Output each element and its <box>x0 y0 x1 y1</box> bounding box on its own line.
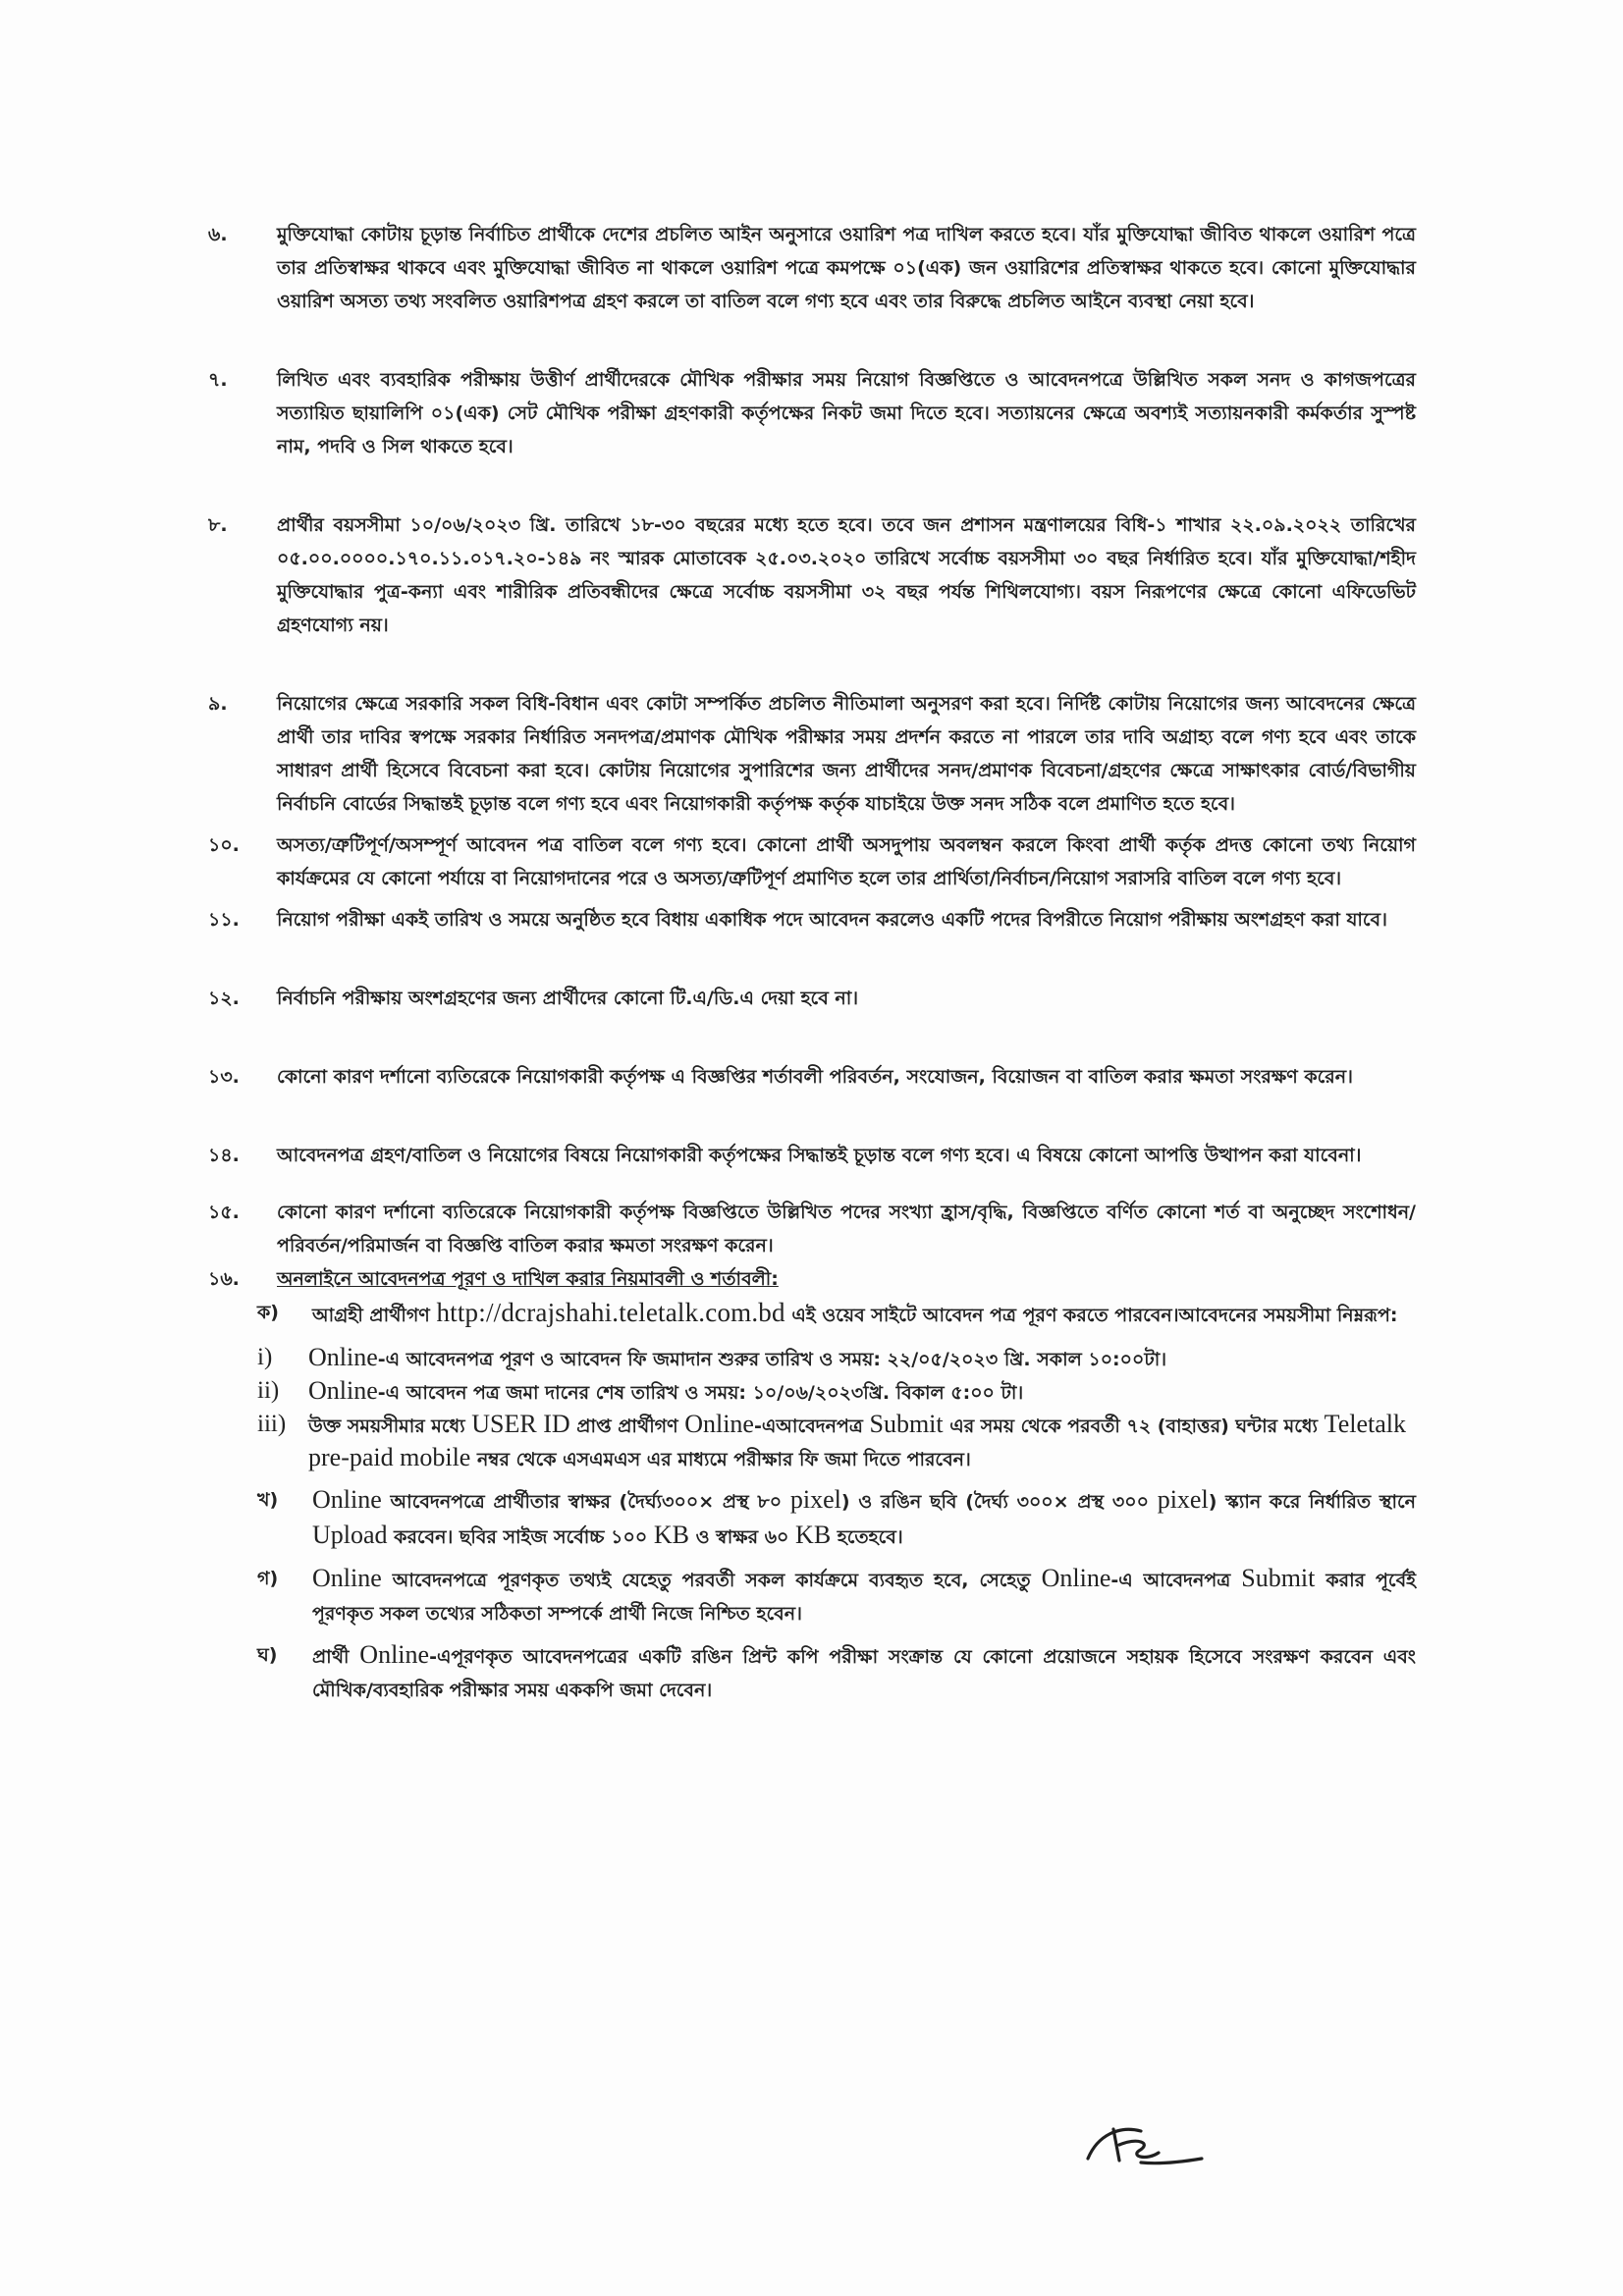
timeline-text: -এ আবেদন পত্র জমা দানের শেষ তারিখ ও সময়: ১০/০৬/২০২৩খ্রি. বিকাল ৫:০০ টা। <box>377 1382 1024 1404</box>
subclause-text: আগ্রহী প্রার্থীগণ <box>312 1305 430 1326</box>
clause-number: ৭. <box>208 369 228 391</box>
subclause-gha <box>257 1638 1416 1707</box>
latin-term: Online <box>312 1564 382 1592</box>
subclause-text: ) স্ক্যান করে নির্ধারিত স্থানে <box>1208 1491 1416 1513</box>
clause-8 <box>208 508 1416 642</box>
timeline-list <box>257 1342 1416 1475</box>
subclause-text: আবেদনপত্রে পূরণকৃত তথ্যই যেহেতু পরবর্তী সকল কার্যক্রমে ব্যবহৃত হবে, সেহেতু <box>392 1570 1031 1591</box>
timeline-text: নম্বর থেকে এসএমএস এর মাধ্যমে পরীক্ষার ফি জমা দিতে পারবেন। <box>476 1449 971 1470</box>
latin-term: Submit <box>1241 1564 1316 1592</box>
clause-text: কোনো কারণ দর্শানো ব্যতিরেকে নিয়োগকারী কর্তৃপক্ষ বিজ্ঞপ্তিতে উল্লিখিত পদের সংখ্যা হ্রাস/বৃদ্ধি, বিজ্ঞপ্তিতে বর্ণিত কোনো শর্ত বা অনুচ্ছেদ সংশোধন/পরিবর্তন/পরিমার্জন বা বিজ্ঞপ্তি বাতিল করার ক্ষমতা সংরক্ষণ করেন। <box>277 1201 1416 1256</box>
timeline-item <box>257 1409 1416 1475</box>
clause-text: প্রার্থীর বয়সসীমা ১০/০৬/২০২৩ খ্রি. তারিখে ১৮-৩০ বছরের মধ্যে হতে হবে। তবে জন প্রশাসন মন্ত্রণালয়ের বিধি-১ শাখার ২২.০৯.২০২২ তারিখের ০৫.০০.০০০০.১৭০.১১.০১৭.২০-১৪৯ নং স্মারক মোতাবেক ২৫.০৩.২০২০ তারিখে সর্বোচ্চ বয়সসীমা ৩০ বছর নির্ধারিত হবে। যাঁর মুক্তিযোদ্ধা/শহীদ মুক্তিযোদ্ধার পুত্র-কন্যা এবং শারীরিক প্রতিবন্ধীদের ক্ষেত্রে সর্বোচ্চ বয়সসীমা ৩২ বছর পর্যন্ত শিথিলযোগ্য। বয়স নিরূপণের ক্ষেত্রে কোনো এফিডেভিট গ্রহণযোগ্য নয়। <box>277 514 1416 636</box>
terms-list <box>208 218 1416 1707</box>
subclause-text: -এপূরণকৃত আবেদনপত্রের একটি রঙিন প্রিন্ট কপি পরীক্ষা সংক্রান্ত যে কোনো প্রয়োজনে সহায়ক হিসেবে সংরক্ষণ করবেন এবং মৌখিক/ব্যবহারিক পরীক্ষার সময় এককপি জমা দেবেন। <box>312 1646 1416 1701</box>
timeline-item <box>257 1375 1416 1409</box>
subclause-text: হতেহবে। <box>837 1526 903 1548</box>
roman-number: iii) <box>257 1411 287 1437</box>
subclause-ga <box>257 1562 1416 1630</box>
latin-term: Online <box>312 1485 382 1514</box>
subclause-text: করবেন। ছবির সাইজ সর্বোচ্চ ১০০ <box>394 1526 648 1548</box>
clause-text: নির্বাচনি পরীক্ষায় অংশগ্রহণের জন্য প্রার্থীদের কোনো টি.এ/ডি.এ দেয়া হবে না। <box>277 988 859 1009</box>
clause-text: নিয়োগের ক্ষেত্রে সরকারি সকল বিধি-বিধান এবং কোটা সম্পর্কিত প্রচলিত নীতিমালা অনুসরণ করা হবে। নির্দিষ্ট কোটায় নিয়োগের জন্য আবেদনের ক্ষেত্রে প্রার্থী তার দাবির স্বপক্ষে সরকার নির্ধারিত সনদপত্র/প্রমাণক মৌখিক পরীক্ষার সময় প্রদর্শন করতে না পারলে তার দাবি অগ্রাহ্য বলে গণ্য হবে এবং তাকে সাধারণ প্রার্থী হিসেবে বিবেচনা করা হবে। কোটায় নিয়োগের সুপারিশের জন্য প্রার্থীদের সনদ/প্রমাণক বিবেচনা/গ্রহণের ক্ষেত্রে সাক্ষাৎকার বোর্ড/বিভাগীয় নির্বাচনি বোর্ডের সিদ্ধান্তই চূড়ান্ত বলে গণ্য হবে এবং নিয়োগকারী কর্তৃপক্ষ কর্তৃক যাচাইয়ে উক্ত সনদ সঠিক বলে প্রমাণিত হতে হবে। <box>277 693 1416 815</box>
clause-text: লিখিত এবং ব্যবহারিক পরীক্ষায় উত্তীর্ণ প্রার্থীদেরকে মৌখিক পরীক্ষার সময় নিয়োগ বিজ্ঞপ্তিতে ও আবেদনপত্রে উল্লিখিত সকল সনদ ও কাগজপত্রের সত্যায়িত ছায়ালিপি ০১(এক) সেট মৌখিক পরীক্ষা গ্রহণকারী কর্তৃপক্ষের নিকট জমা দিতে হবে। সত্যায়নের ক্ষেত্রে অবশ্যই সত্যায়নকারী কর্মকর্তার সুস্পষ্ট নাম, পদবি ও সিল থাকতে হবে। <box>277 369 1416 457</box>
latin-term: Online <box>1041 1564 1111 1592</box>
subclause-mark: ক) <box>257 1302 279 1323</box>
clause-7 <box>208 363 1416 463</box>
subclause-text: প্রার্থী <box>312 1646 350 1668</box>
clause-9 <box>208 687 1416 821</box>
subclause-text: আবেদনপত্রে প্রার্থীতার স্বাক্ষর (দৈর্ঘ্য৩০০× প্রস্থ ৮০ <box>390 1491 783 1513</box>
clause-number: ৮. <box>208 514 228 536</box>
subclause-text: ) ও রঙিন ছবি (দৈর্ঘ্য ৩০০× প্রস্থ ৩০০ <box>840 1491 1149 1513</box>
subclause-mark: ঘ) <box>257 1644 278 1666</box>
timeline-text: -এআবেদনপত্র <box>753 1415 863 1437</box>
latin-term: Teletalk pre-paid mobile <box>308 1410 1406 1471</box>
clause-11 <box>208 903 1416 936</box>
application-url: http://dcrajshahi.teletalk.com.bd <box>436 1298 785 1327</box>
subclause-text: ও স্বাক্ষর ৬০ <box>695 1526 789 1548</box>
clause-number: ১৬. <box>208 1268 240 1290</box>
clause-6 <box>208 218 1416 318</box>
latin-term: Upload <box>312 1521 388 1549</box>
subclause-ka <box>257 1296 1416 1332</box>
latin-term: KB <box>795 1521 832 1549</box>
clause-number: ১৩. <box>208 1066 240 1088</box>
latin-term: Online <box>308 1376 378 1405</box>
clause-number: ৬. <box>208 224 228 245</box>
clause-15 <box>208 1196 1416 1262</box>
clause-number: ১৫. <box>208 1201 240 1223</box>
latin-term: Submit <box>869 1410 944 1438</box>
latin-term: KB <box>653 1521 689 1549</box>
clause-13 <box>208 1060 1416 1094</box>
latin-term: Online <box>308 1343 378 1371</box>
subclause-mark: গ) <box>257 1568 279 1589</box>
roman-number: ii) <box>257 1377 280 1404</box>
clause-text: অসত্য/ত্রুটিপূর্ণ/অসম্পূর্ণ আবেদন পত্র বাতিল বলে গণ্য হবে। কোনো প্রার্থী অসদুপায় অবলম্বন করলে কিংবা প্রার্থী কর্তৃক প্রদত্ত কোনো তথ্য নিয়োগ কার্যক্রমের যে কোনো পর্যায়ে বা নিয়োগদানের পরে ও অসত্য/ত্রুটিপূর্ণ প্রমাণিত হলে তার প্রার্থিতা/নির্বাচন/নিয়োগ সরাসরি বাতিল বলে গণ্য হবে। <box>277 834 1416 889</box>
clause-number: ১০. <box>208 834 240 856</box>
subclause-text: -এ আবেদনপত্র <box>1110 1570 1231 1591</box>
subclause-text: করার পূর্বেই পূরণকৃত সকল তথ্যের সঠিকতা সম্পর্কে প্রার্থী নিজে নিশ্চিত হবেন। <box>312 1570 1417 1625</box>
latin-term: pixel <box>789 1485 841 1514</box>
timeline-text: এর সময় থেকে পরবর্তী ৭২ (বাহাত্তর) ঘন্টার মধ্যে <box>949 1415 1318 1437</box>
latin-term: Online <box>684 1410 754 1438</box>
clause-12 <box>208 982 1416 1015</box>
clause-16 <box>208 1262 1416 1296</box>
timeline-text: -এ আবেদনপত্র পূরণ ও আবেদন ফি জমাদান শুরুর তারিখ ও সময়: ২২/০৫/২০২৩ খ্রি. সকাল ১০:০০টা। <box>377 1349 1167 1370</box>
latin-term: USER ID <box>471 1410 570 1438</box>
clause-number: ৯. <box>208 693 228 715</box>
latin-term: Online <box>359 1640 430 1669</box>
clause-10 <box>208 828 1416 895</box>
timeline-text: উক্ত সময়সীমার মধ্যে <box>308 1415 465 1437</box>
clause-14 <box>208 1139 1416 1172</box>
timeline-item <box>257 1342 1416 1375</box>
subclause-kha <box>257 1483 1416 1554</box>
clause-text: কোনো কারণ দর্শানো ব্যতিরেকে নিয়োগকারী কর্তৃপক্ষ এ বিজ্ঞপ্তির শর্তাবলী পরিবর্তন, সংযোজন, বিয়োজন বা বাতিল করার ক্ষমতা সংরক্ষণ করেন। <box>277 1066 1353 1088</box>
clause-number: ১১. <box>208 909 240 931</box>
clause-number: ১৪. <box>208 1145 240 1166</box>
latin-term: pixel <box>1157 1485 1209 1514</box>
subclause-mark: খ) <box>257 1489 279 1511</box>
clause-text: মুক্তিযোদ্ধা কোটায় চূড়ান্ত নির্বাচিত প্রার্থীকে দেশের প্রচলিত আইন অনুসারে ওয়ারিশ পত্র দাখিল করতে হবে। যাঁর মুক্তিযোদ্ধা জীবিত থাকলে ওয়ারিশ পত্রে তার প্রতিস্বাক্ষর থাকবে এবং মুক্তিযোদ্ধা জীবিত না থাকলে ওয়ারিশ পত্রে কমপক্ষে ০১(এক) জন ওয়ারিশের প্রতিস্বাক্ষর থাকতে হবে। কোনো মুক্তিযোদ্ধার ওয়ারিশ অসত্য তথ্য সংবলিত ওয়ারিশপত্র গ্রহণ করলে তা বাতিল বলে গণ্য হবে এবং তার বিরুদ্ধে প্রচলিত আইনে ব্যবস্থা নেয়া হবে। <box>277 224 1416 312</box>
clause-text: আবেদনপত্র গ্রহণ/বাতিল ও নিয়োগের বিষয়ে নিয়োগকারী কর্তৃপক্ষের সিদ্ধান্তই চূড়ান্ত বলে গণ্য হবে। এ বিষয়ে কোনো আপত্তি উত্থাপন করা যাবেনা। <box>277 1145 1362 1166</box>
clause-text: নিয়োগ পরীক্ষা একই তারিখ ও সময়ে অনুষ্ঠিত হবে বিধায় একাধিক পদে আবেদন করলেও একটি পদের বিপরীতে নিয়োগ পরীক্ষায় অংশগ্রহণ করা যাবে। <box>277 909 1387 931</box>
subclause-text: এই ওয়েব সাইটে আবেদন পত্র পূরণ করতে পারবেন।আবেদনের সময়সীমা নিম্নরূপ: <box>791 1305 1398 1326</box>
handwritten-signature <box>1080 2115 1208 2174</box>
timeline-text: প্রাপ্ত প্রার্থীগণ <box>576 1415 678 1437</box>
roman-number: i) <box>257 1344 273 1370</box>
clause-heading: অনলাইনে আবেদনপত্র পূরণ ও দাখিল করার নিয়মাবলী ও শর্তাবলী: <box>277 1268 779 1290</box>
clause-number: ১২. <box>208 988 240 1009</box>
